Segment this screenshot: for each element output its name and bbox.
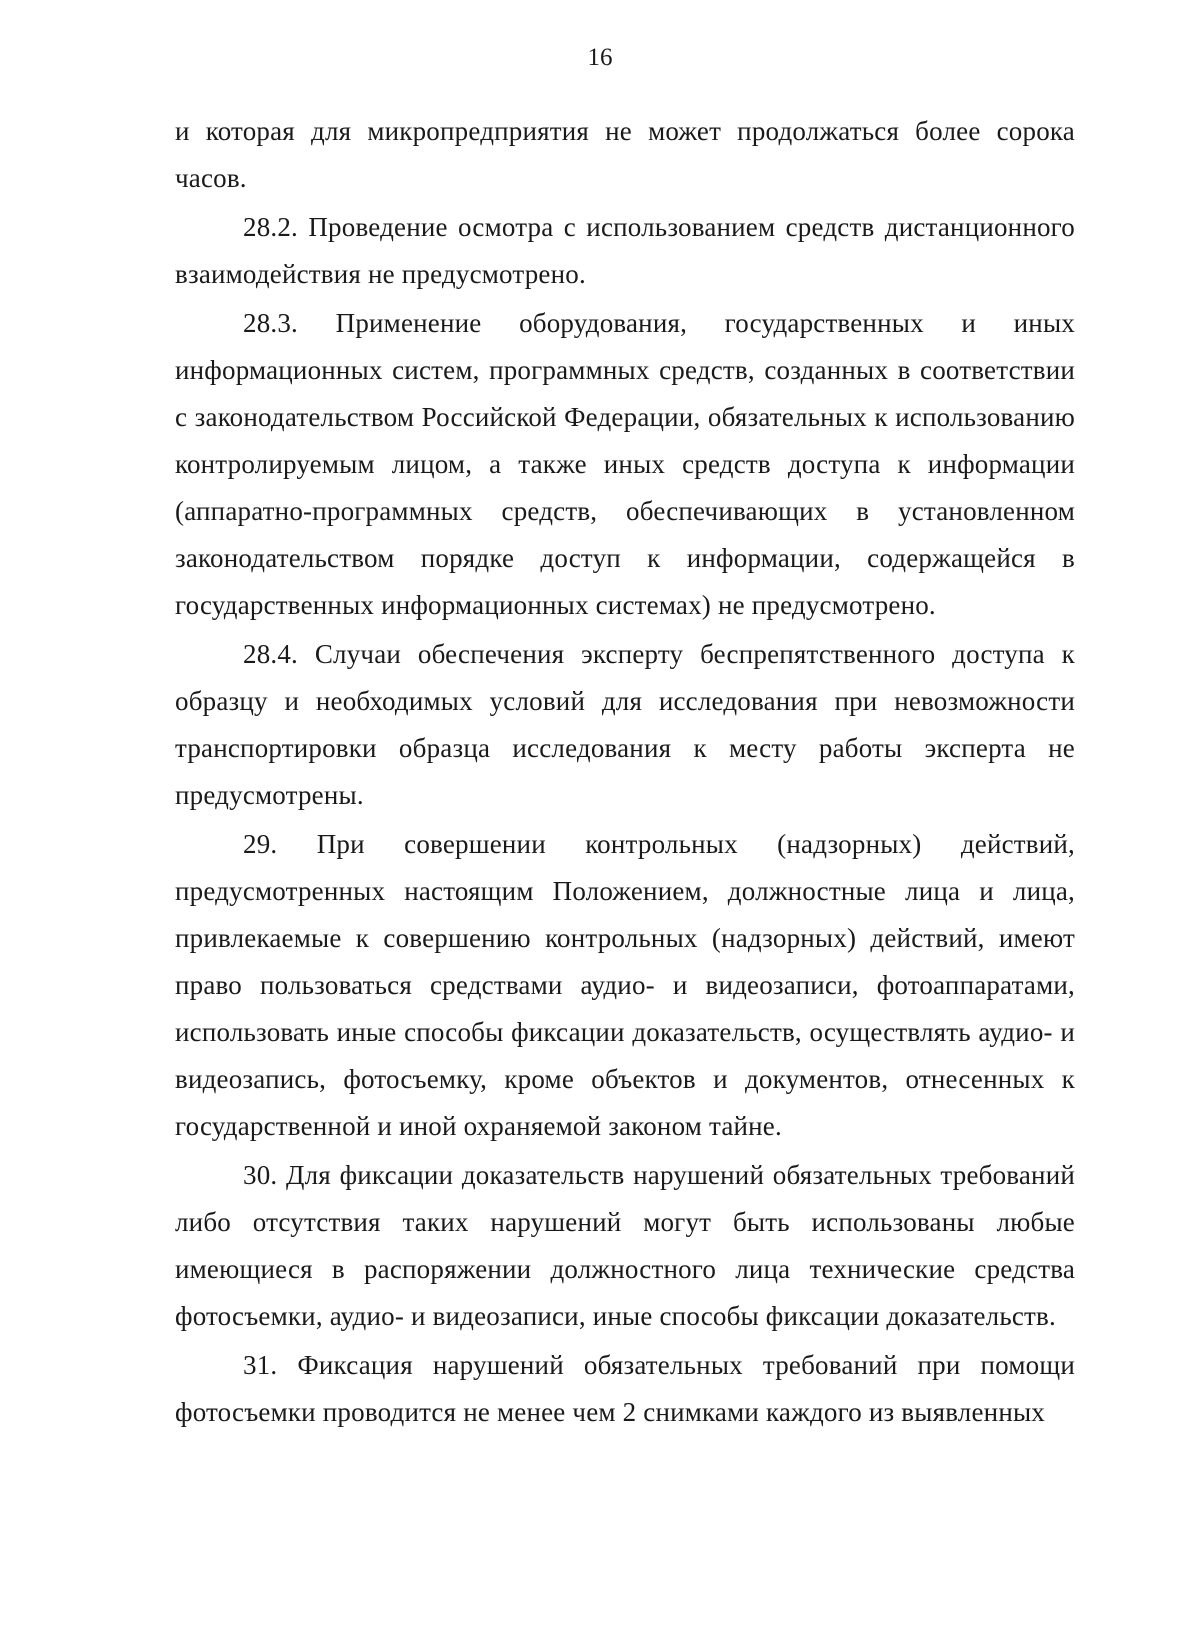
page-number: 16 (587, 44, 613, 71)
paragraph-29: 29. При совершении контрольных (надзорных) действий, предусмотренных настоящим Положением, должностные лица и лица, привлекаемые к совершению контрольных (надзорных) действий, имеют право пользоваться средствами аудио- и видеозаписи, фотоаппаратами, использовать иные способы фиксации доказательств, осуществлять аудио- и видеозапись, фотосъемку, кроме объектов и документов, отнесенных к государственной и иной охраняемой законом тайне. (175, 829, 1075, 1141)
paragraph-continuation: и которая для микропредприятия не может продолжаться более сорока часов. (175, 116, 1075, 193)
document-body (175, 108, 1075, 1438)
paragraph-28-2: 28.2. Проведение осмотра с использованием средств дистанционного взаимодействия не предусмотрено. (175, 212, 1075, 289)
paragraph-30: 30. Для фиксации доказательств нарушений обязательных требований либо отсутствия таких нарушений могут быть использованы любые имеющиеся в распоряжении должностного лица технические средства фотосъемки, аудио- и видеозаписи, иные способы фиксации доказательств. (175, 1160, 1075, 1331)
paragraph-28-3: 28.3. Применение оборудования, государственных и иных информационных систем, программных средств, созданных в соответствии с законодательством Российской Федерации, обязательных к использованию контролируемым лицом, а также иных средств доступа к информации (аппаратно-программных средств, обеспечивающих в установленном законодательством порядке доступ к информации, содержащейся в государственных информационных системах) не предусмотрено. (175, 308, 1075, 620)
paragraph-31: 31. Фиксация нарушений обязательных требований при помощи фотосъемки проводится не менее чем 2 снимками каждого из выявленных (175, 1350, 1075, 1427)
paragraph-28-4: 28.4. Случаи обеспечения эксперту беспрепятственного доступа к образцу и необходимых условий для исследования при невозможности транспортировки образца исследования к месту работы эксперта не предусмотрены. (175, 639, 1075, 810)
